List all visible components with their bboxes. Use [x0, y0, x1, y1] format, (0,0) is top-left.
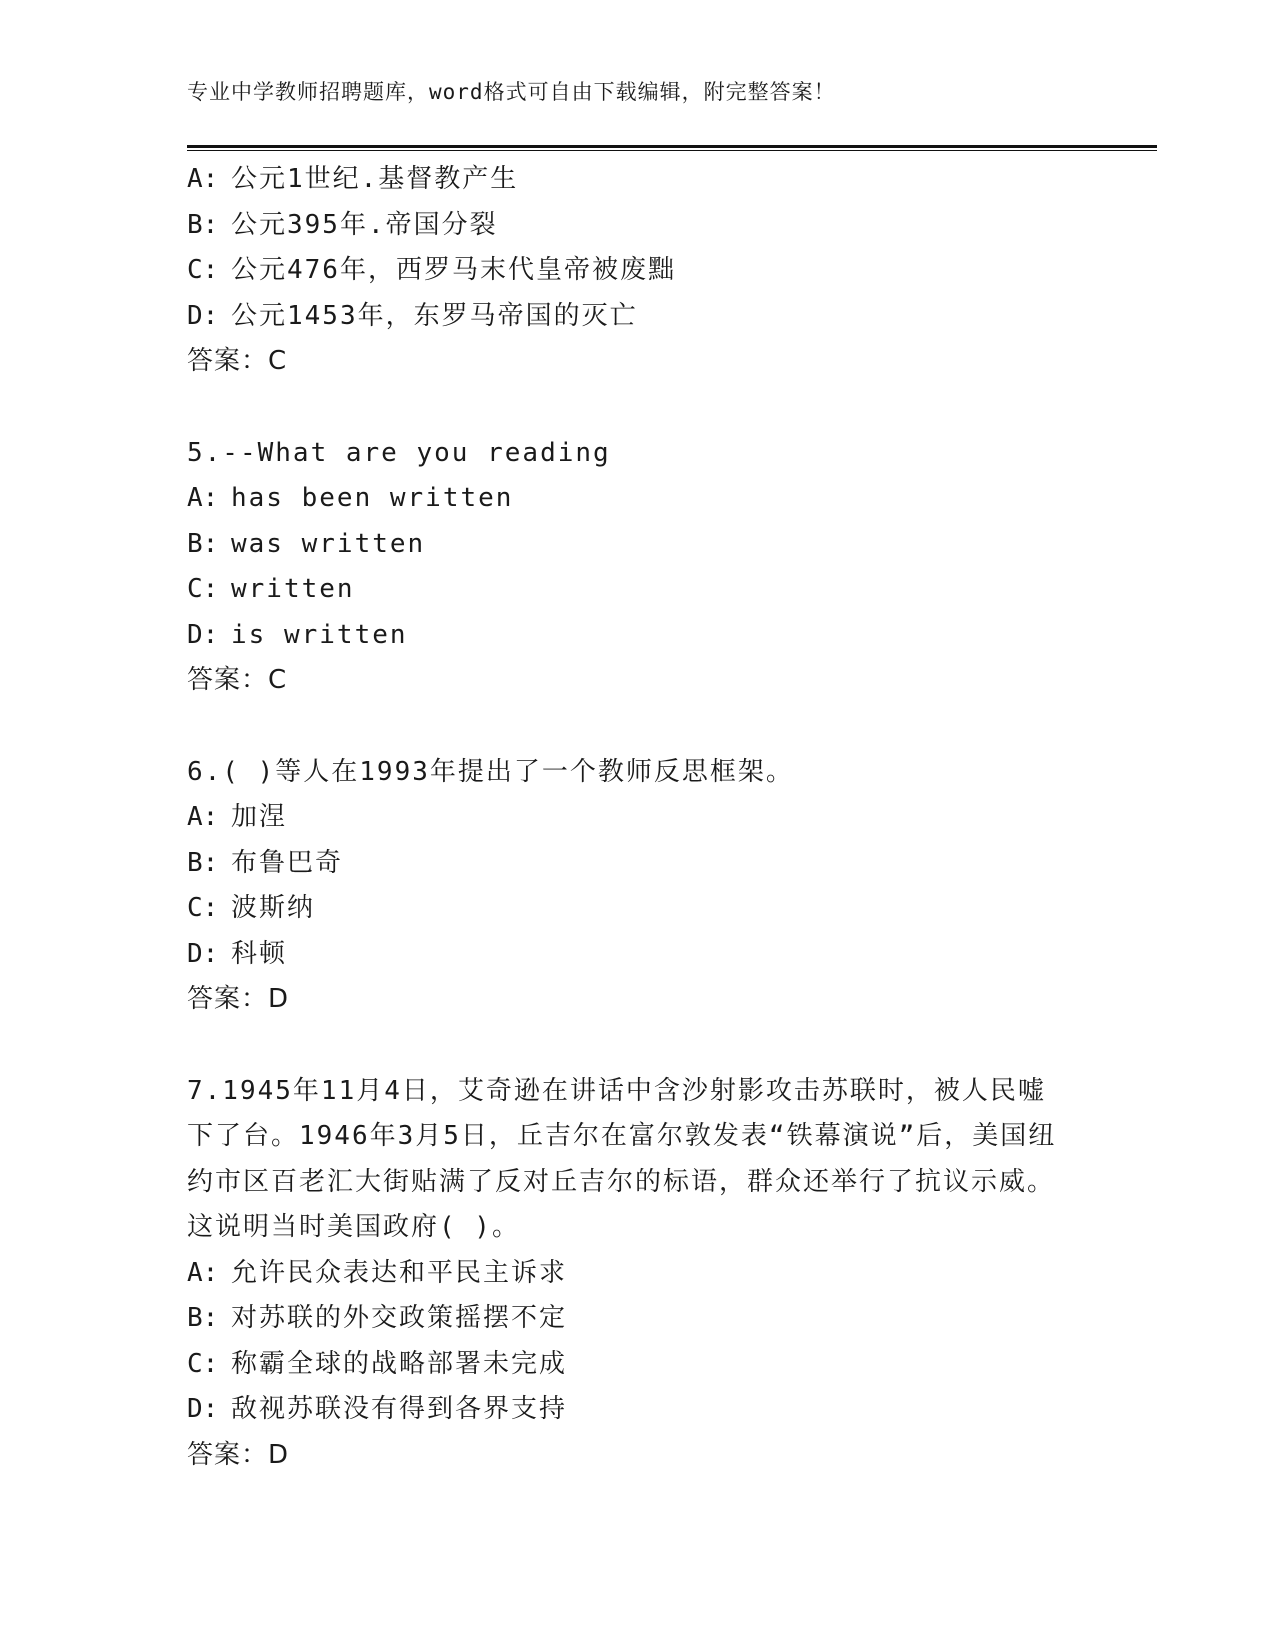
option-text: 对苏联的外交政策摇摆不定 — [231, 1303, 568, 1333]
option-text: 公元1世纪.基督教产生 — [231, 164, 519, 194]
option-a — [187, 157, 1087, 203]
header-rule — [187, 145, 1157, 151]
question-5 — [187, 431, 1087, 704]
question-stem: 7.1945年11月4日，艾奇逊在讲话中含沙射影攻击苏联时，被人民嘘下了台。1946年3月5日，丘吉尔在富尔敦发表“铁幕演说”后，美国纽约市区百老汇大街贴满了反对丘吉尔的标语，群众还举行了抗议示威。这说明当时美国政府( )。 — [187, 1075, 1057, 1242]
option-label: A: — [187, 802, 219, 832]
option-label: A: — [187, 483, 219, 513]
question-stem: 5.--What are you reading — [187, 437, 611, 468]
question-stem: 6.( )等人在1993年提出了一个教师反思框架。 — [187, 756, 794, 787]
option-b — [187, 841, 1087, 887]
option-a — [187, 1251, 1087, 1297]
question-content — [187, 157, 1087, 1478]
question-7 — [187, 1069, 1087, 1479]
option-b — [187, 1296, 1087, 1342]
option-label: B: — [187, 528, 219, 559]
question-4 — [187, 157, 1087, 385]
option-c — [187, 1342, 1087, 1388]
option-label: B: — [187, 847, 219, 878]
option-label: C: — [187, 893, 219, 923]
option-label: C: — [187, 1348, 219, 1379]
option-label: D: — [187, 1394, 219, 1424]
option-label: B: — [187, 1303, 219, 1333]
option-text: has been written — [231, 483, 514, 513]
header-rule-thin — [187, 150, 1157, 151]
option-text: 公元1453年，东罗马帝国的灭亡 — [231, 300, 638, 331]
option-text: 公元395年.帝国分裂 — [231, 209, 498, 240]
option-text: written — [231, 574, 355, 604]
option-label: C: — [187, 255, 219, 285]
answer-line: 答案：D — [187, 984, 290, 1014]
option-text: 公元476年，西罗马末代皇帝被废黜 — [231, 255, 676, 285]
option-b — [187, 522, 1087, 568]
option-text: was written — [231, 528, 426, 559]
question-6 — [187, 750, 1087, 1023]
page-header: 专业中学教师招聘题库，word格式可自由下载编辑，附完整答案！ — [187, 80, 836, 104]
option-c — [187, 248, 1087, 294]
option-a — [187, 476, 1087, 522]
option-text: 科顿 — [231, 938, 288, 969]
option-c — [187, 567, 1087, 613]
option-text: 布鲁巴奇 — [231, 847, 344, 878]
option-text: 敌视苏联没有得到各界支持 — [231, 1394, 568, 1424]
option-text: 称霸全球的战略部署未完成 — [231, 1348, 568, 1379]
option-text: is written — [231, 619, 408, 650]
option-label: D: — [187, 300, 219, 331]
option-d — [187, 932, 1087, 978]
option-c — [187, 886, 1087, 932]
option-text: 允许民众表达和平民主诉求 — [231, 1257, 568, 1288]
header-rule-thick — [187, 145, 1157, 148]
option-text: 波斯纳 — [231, 893, 316, 923]
option-label: B: — [187, 209, 219, 240]
option-label: D: — [187, 619, 219, 650]
option-d — [187, 613, 1087, 659]
option-label: A: — [187, 1257, 219, 1288]
option-d — [187, 294, 1087, 340]
option-label: A: — [187, 164, 219, 194]
option-label: C: — [187, 574, 219, 604]
answer-line: 答案：C — [187, 346, 288, 376]
option-label: D: — [187, 938, 219, 969]
answer-line: 答案：C — [187, 665, 288, 695]
option-a — [187, 795, 1087, 841]
option-d — [187, 1387, 1087, 1433]
answer-line: 答案：D — [187, 1439, 290, 1470]
option-text: 加涅 — [231, 802, 288, 832]
option-b — [187, 203, 1087, 249]
